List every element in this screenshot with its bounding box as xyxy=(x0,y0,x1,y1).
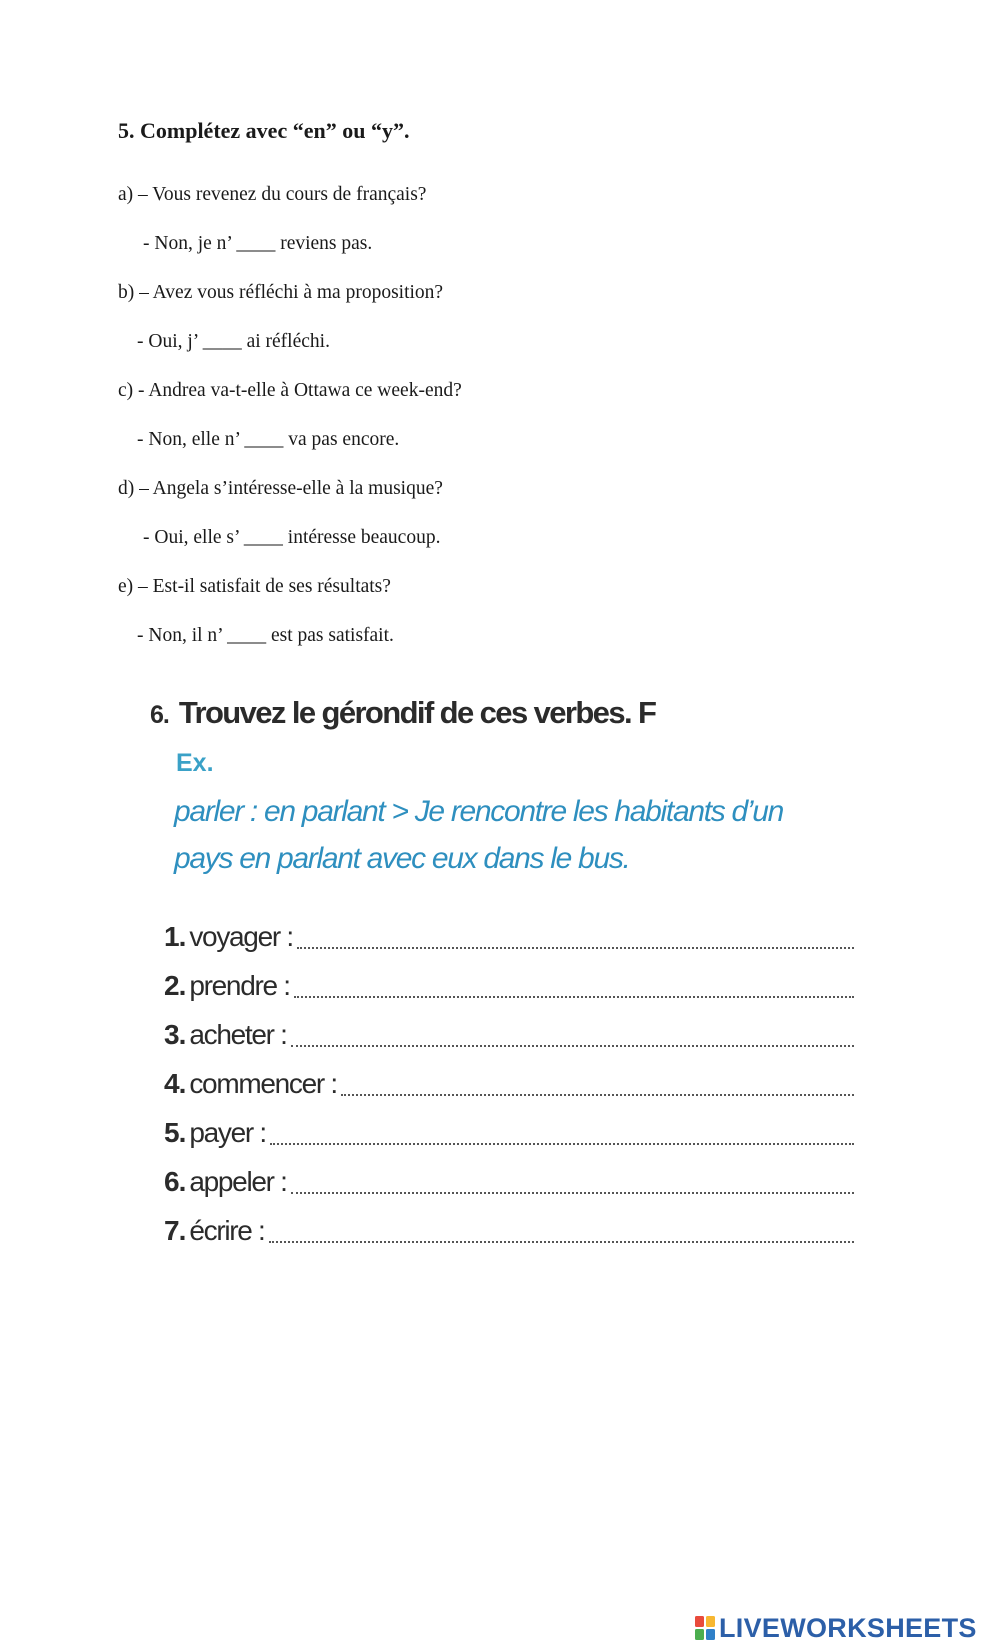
exercise-6-number: 6. xyxy=(150,701,169,729)
verb-item-2 xyxy=(164,962,854,1004)
verb-label: écrire : xyxy=(189,1215,265,1246)
liveworksheets-logo xyxy=(695,1614,977,1642)
example-text: parler : en parlant > Je rencontre les habitants d’un pays en parlant avec eux dans le bus. xyxy=(174,795,784,875)
exercise-6-heading xyxy=(150,695,655,731)
exercise-5-question-b: b) – Avez vous réfléchi à ma proposition? xyxy=(118,282,444,303)
verb-number: 5. xyxy=(164,1117,186,1148)
verb-item-4 xyxy=(164,1060,854,1102)
verb-answer-field[interactable] xyxy=(291,1166,854,1194)
exercise-6-title: Trouvez le gérondif de ces verbes. F xyxy=(178,695,656,730)
exercise-5-answer-c: - Non, elle n’ ____ va pas encore. xyxy=(137,429,400,450)
exercise-5-answer-b: - Oui, j’ ____ ai réfléchi. xyxy=(137,331,330,352)
verb-answer-field[interactable] xyxy=(341,1068,854,1096)
logo-text: LIVEWORKSHEETS xyxy=(719,1612,977,1643)
verb-label: appeler : xyxy=(189,1166,287,1197)
verb-number: 3. xyxy=(164,1019,186,1050)
exercise-5-question-a: a) – Vous revenez du cours de français? xyxy=(118,184,427,205)
verb-answer-field[interactable] xyxy=(291,1019,854,1047)
verb-answer-field[interactable] xyxy=(297,921,854,949)
verb-number: 6. xyxy=(164,1166,186,1197)
verb-answer-field[interactable] xyxy=(269,1215,854,1243)
verb-label: commencer : xyxy=(189,1068,337,1099)
exercise-5-question-c: c) - Andrea va-t-elle à Ottawa ce week-end? xyxy=(118,380,462,401)
verb-answer-field[interactable] xyxy=(270,1117,854,1145)
verb-label: payer : xyxy=(189,1117,266,1148)
verb-number: 7. xyxy=(164,1215,186,1246)
exercise-5-title: 5. Complétez avec “en” ou “y”. xyxy=(118,118,410,143)
exercise-5-answer-a: - Non, je n’ ____ reviens pas. xyxy=(143,233,373,254)
logo-blocks-icon xyxy=(695,1616,715,1640)
verb-item-7 xyxy=(164,1207,854,1249)
verb-label: voyager : xyxy=(189,921,293,952)
verb-answer-field[interactable] xyxy=(294,970,854,998)
exercise-5-answer-e: - Non, il n’ ____ est pas satisfait. xyxy=(137,625,394,646)
verb-item-3 xyxy=(164,1011,854,1053)
verb-number: 2. xyxy=(164,970,186,1001)
exercise-5-question-d: d) – Angela s’intéresse-elle à la musique? xyxy=(118,478,443,499)
example-label: Ex. xyxy=(176,749,214,777)
exercise-5-question-e: e) – Est-il satisfait de ses résultats? xyxy=(118,576,391,597)
verb-item-1 xyxy=(164,913,854,955)
verb-number: 4. xyxy=(164,1068,186,1099)
verb-item-5 xyxy=(164,1109,854,1151)
verb-item-6 xyxy=(164,1158,854,1200)
verb-number: 1. xyxy=(164,921,186,952)
verb-label: prendre : xyxy=(189,970,290,1001)
exercise-5-answer-d: - Oui, elle s’ ____ intéresse beaucoup. xyxy=(143,527,441,548)
verb-label: acheter : xyxy=(189,1019,287,1050)
